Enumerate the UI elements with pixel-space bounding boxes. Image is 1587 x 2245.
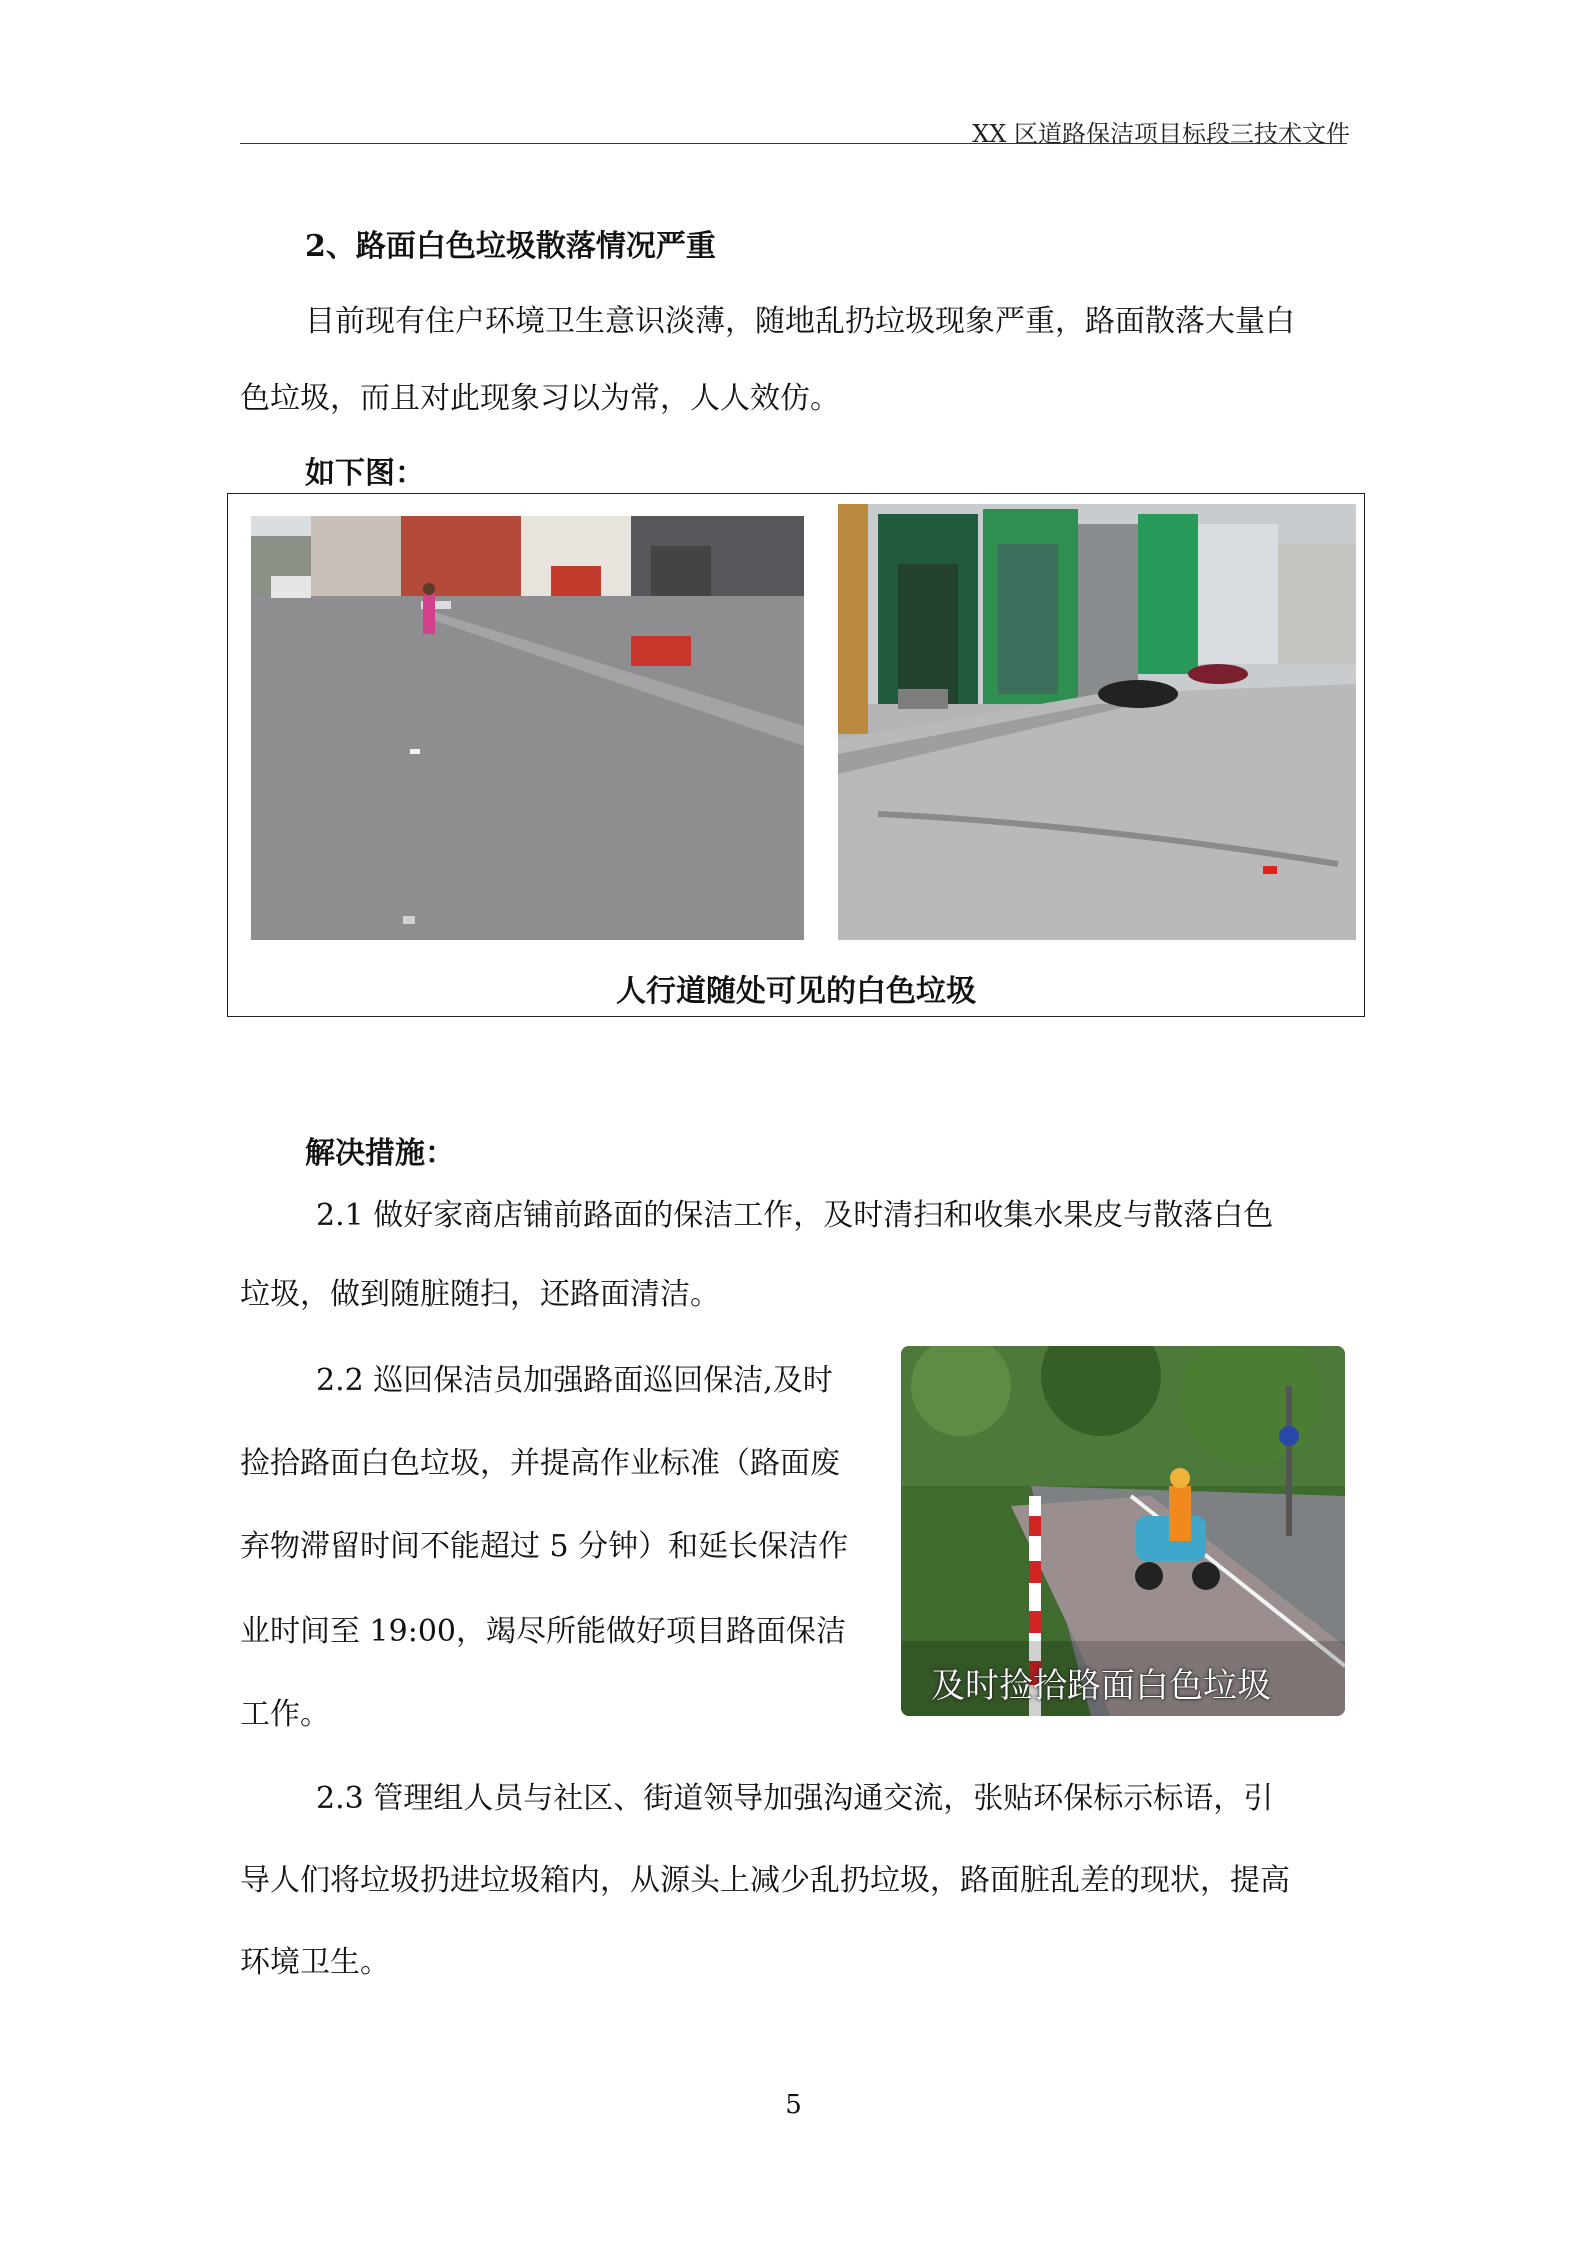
cleaning-worker-photo [901,1346,1345,1716]
header-rule [240,143,1347,144]
body-line: 垃圾，做到随脏随扫，还路面清洁。 [240,1277,720,1312]
body-line: 弃物滞留时间不能超过 5 分钟）和延长保洁作 [240,1529,849,1564]
body-line: 目前现有住户环境卫生意识淡薄，随地乱扔垃圾现象严重，路面散落大量白 [305,304,1295,339]
solution-heading: 解决措施： [305,1136,455,1171]
photo-caption: 及时捡拾路面白色垃圾 [931,1666,1271,1706]
body-line: 2.2 巡回保洁员加强路面巡回保洁,及时 [316,1363,833,1398]
body-line: 色垃圾，而且对此现象习以为常，人人效仿。 [240,381,840,416]
body-line: 导人们将垃圾扔进垃圾箱内，从源头上减少乱扔垃圾，路面脏乱差的现状，提高 [240,1863,1290,1898]
page-number: 5 [785,2090,802,2120]
figure-box [227,493,1365,1017]
section-heading: 2、路面白色垃圾散落情况严重 [305,229,716,264]
figure-lead: 如下图： [305,456,425,491]
body-line: 捡拾路面白色垃圾，并提高作业标准（路面废 [240,1446,840,1481]
sidewalk-photo-right [838,504,1356,940]
body-line: 2.3 管理组人员与社区、街道领导加强沟通交流，张贴环保标示标语，引 [316,1781,1274,1816]
body-line: 业时间至 19:00，竭尽所能做好项目路面保洁 [240,1614,846,1649]
header-title: XX 区道路保洁项目标段三技术文件 [972,120,1350,148]
body-line: 工作。 [240,1697,330,1732]
body-line: 2.1 做好家商店铺前路面的保洁工作，及时清扫和收集水果皮与散落白色 [316,1198,1274,1233]
body-line: 环境卫生。 [240,1945,390,1980]
sidewalk-photo-left [251,516,804,940]
figure-caption: 人行道随处可见的白色垃圾 [616,974,976,1009]
